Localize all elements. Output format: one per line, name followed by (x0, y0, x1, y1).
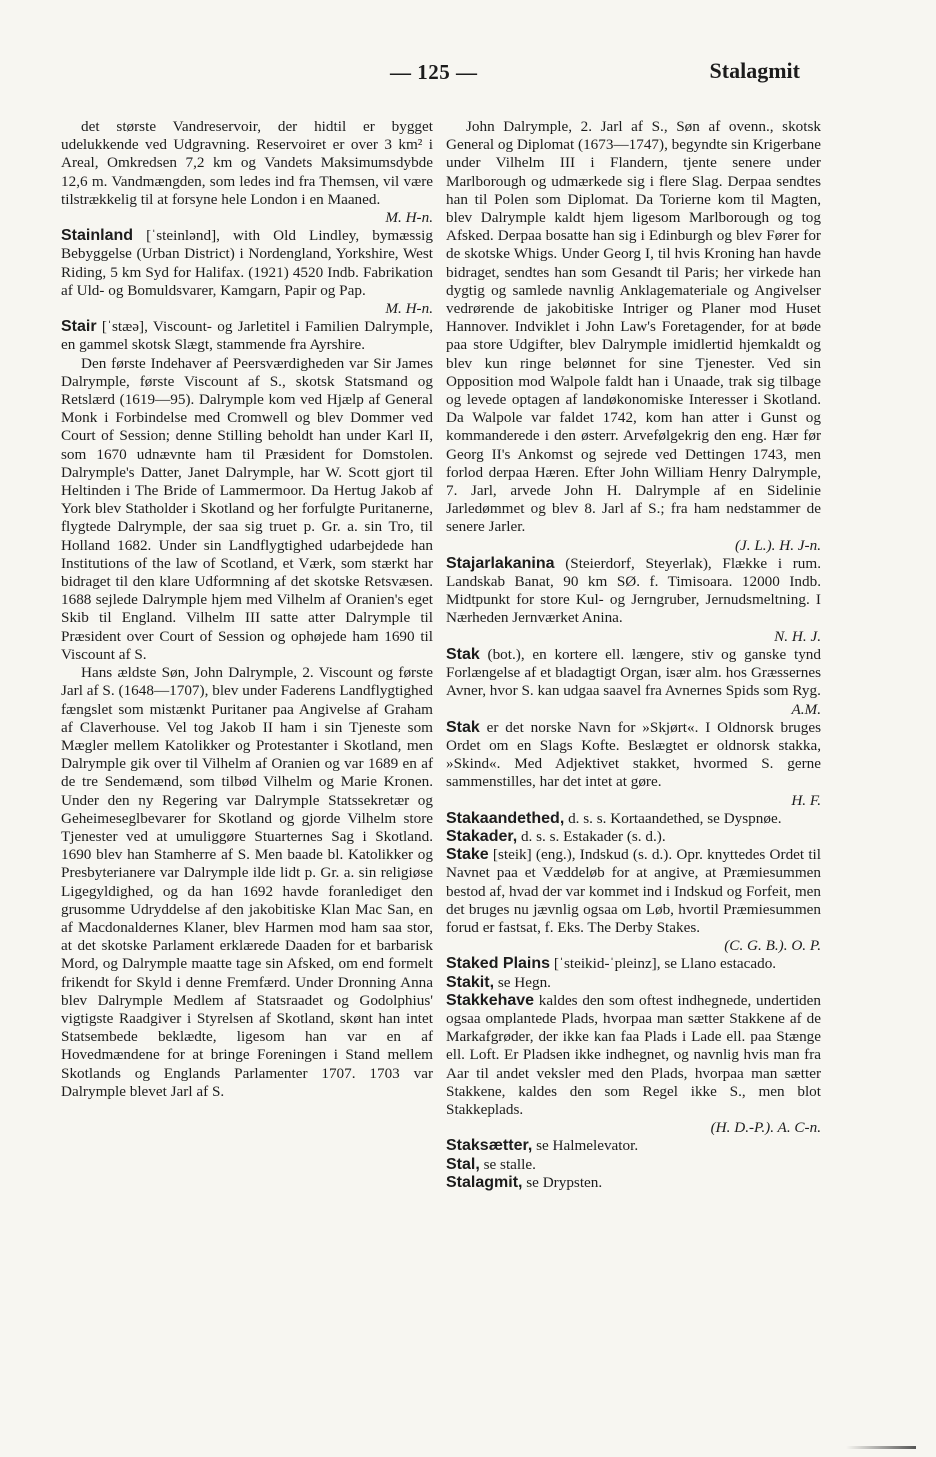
left-column (61, 118, 433, 1101)
entry-paragraph (446, 1174, 821, 1192)
entry-text: (Steierdorf, Steyerlak), Flække i rum. Landskab Banat, 90 km SØ. f. Timisoara. 12000 Indb. Midtpunkt for store Kul- og Jerngruber, Jernudsmeltning. I Nærheden Jernværket Anina. (446, 554, 821, 627)
entry-paragraph (446, 974, 821, 992)
entry-text: er det norske Navn for »Skjørt«. I Oldnorsk bruges Ordet om en Slags Kofte. Beslægtet er oldnorsk stakka, »Skind«. Med Adjektivet stakket, hvormed S. gerne sammenstilles, har det intet at gøre. (446, 718, 821, 791)
scan-artifact (846, 1446, 916, 1449)
entry-headword: Stakader, (446, 827, 518, 845)
entry-text: d. s. s. Kortaandethed, se Dyspnøe. (564, 809, 782, 827)
right-column (446, 118, 821, 1192)
entry-headword: Staksætter, (446, 1137, 533, 1155)
author-signature: M. H-n. (385, 300, 433, 318)
entry-text: Den første Indehaver af Peersværdigheden var Sir James Dalrymple, første Viscount af S., skotsk Statsmand og Retslærd (1619—95). Dalrymple kom ved Hjælp af General Monk i Forbindelse med Cromwell og blev Dommer ved Court of Session; denne Stilling beholdt han under Karl II, som 1670 udnævnte ham til Præsident for Domstolen. Dalrymple's Datter, Janet Dalrymple, har W. Scott gjort til Heltinden i The Bride of Lammermoor. Da Hertug Jakob af York blev Statholder i Skotland og her forfulgte Puritanerne, flygtede Dalrymple, der saa sig truet p. Gr. a. sin Tro, til Holland 1682. Under sin Landflygtighed udarbejdede han Institutions of the law of Scotland, et Værk, som stærkt har bidraget til den klare Udformning af det skotske Retsvæsen. 1688 sejlede Dalrymple hjem med Vilhelm af Oranien's eget Skib til England. Vilhelm III satte atter Dalrymple til Præsident over Court of Session og ophøjede ham 1690 til Viscount af S. (61, 354, 433, 663)
entry-headword: Staked Plains (446, 955, 551, 973)
entry-text: d. s. s. Estakader (s. d.). (517, 827, 666, 845)
author-signature: (J. L.). H. J-n. (734, 536, 821, 554)
entry-headword: Stal, (446, 1155, 480, 1173)
entry-paragraph (61, 118, 433, 227)
entry-text: [ˈsteinlənd], with Old Lindley, bymæssig Bebyggelse (Urban District) i Nordengland, Yorkshire, West Riding, 5 km Syd for Halifax. (1921) 4520 Indb. Fabrikation af Uld- og Bomuldsvarer, Kamgarn, Papir og Pap. (61, 227, 433, 299)
entry-text: John Dalrymple, 2. Jarl af S., Søn af ovenn., skotsk General og Diplomat (1673—1747), begyndte sin Krigerbane under Vilhelm III i Flandern, tjente senere under Marlborough og udmærkede sig i flere Slag. Derpaa sendtes han til Polen som Diplomat. Da Torierne kom til Magten, blev Dalrymple kaldt hjem ligesom Marlborough og tog Afsked. Derpaa bosatte han sig i Edinburgh og blev Fører for de skotske Whigs. Under Georg I, til hvis Kroning han havde bidraget, sendtes han som Gesandt til Paris; her virkede han dygtig og samlede navnlig Anklagemateriale og Angivelser vedrørende de jakobitiske Intriger og Planer mod Huset Hannover. Indviklet i John Law's Foretagender, for at bøde paa store Udgifter, blev Dalrymple imidlertid hjemkaldt og blev kun ringe belønnet for sine Tjenester. Ved sin Opposition mod Walpole faldt han i Unaade, trak sig tilbage og levede optagen af landøkonomiske Interesser i Skotland. Da Walpole var faldet 1742, kom han atter i Gunst og kommanderede i den østerr. Arvefølgekrig den eng. Hær før Georg II's Ankomst og sejrede ved Dettingen 1743, men forlod derpaa Hæren. Efter John William Henry Dalrymple, 7. Jarl, arvede John H. Dalrymple af en Sidelinie Jarledømmet og blev 8. Jarl af S.; fra ham nedstammer de senere Jarler. (446, 118, 821, 536)
entry-headword: Stalagmit, (446, 1173, 523, 1191)
entry-paragraph (61, 318, 433, 354)
entry-paragraph (61, 355, 433, 664)
entry-text: se Hegn. (494, 973, 551, 991)
page-header (80, 60, 800, 100)
author-signature: H. F. (791, 791, 821, 809)
entry-paragraph (446, 828, 821, 846)
author-signature: N. H. J. (774, 627, 821, 645)
entry-paragraph (446, 810, 821, 828)
entry-paragraph (61, 227, 433, 318)
entry-paragraph (446, 1156, 821, 1174)
entry-paragraph (446, 719, 821, 810)
entry-paragraph (446, 1137, 821, 1155)
entry-text: [ˈstæə], Viscount- og Jarletitel i Familien Dalrymple, en gammel skotsk Slægt, stammende fra Ayrshire. (61, 318, 433, 354)
entry-text: (bot.), en kortere ell. længere, stiv og ganske tynd Forlængelse af et bladagtigt Organ, især alm. hos Græssernes Avner, hvor S. kan udgaa saavel fra Avnernes Spids som Ryg. (446, 645, 821, 700)
entry-headword: Stair (61, 318, 97, 336)
author-signature: A.M. (791, 700, 821, 718)
entry-headword: Stake (446, 846, 489, 864)
entry-text: det største Vandreservoir, der hidtil er bygget udelukkende ved Udgravning. Reservoiret er over 3 km² i Areal, Omkredsen 7,2 km og Vandets Maksimumsdybde 12,6 m. Vandmængden, som ledes ind fra Themsen, vil være tilstrækkelig til at forsyne hele London i en Maaned. (61, 118, 433, 208)
entry-paragraph (446, 846, 821, 955)
entry-paragraph (446, 955, 821, 973)
entry-headword: Stainland (61, 227, 134, 245)
entry-paragraph (446, 646, 821, 719)
page-number: — 125 — (390, 60, 478, 84)
entry-headword: Stakit, (446, 973, 495, 991)
entry-text: se Drypsten. (522, 1173, 603, 1191)
entry-paragraph (446, 118, 821, 555)
entry-paragraph (61, 664, 433, 1101)
entry-text: [steik] (eng.), Indskud (s. d.). Opr. knyttedes Ordet til Navnet paa et Væddeløb for at angive, at Præmiesummen bestod af, hvad der var kommet ind i Indskud og Forfeit, men det bruges nu jævnlig ogsaa om Løb, hvortil Præmiesummen forud er fastsat, f. Eks. The Derby Stakes. (446, 846, 821, 936)
entry-text: [ˈsteikid-ˈpleinz], se Llano estacado. (550, 955, 777, 973)
entry-paragraph (446, 555, 821, 646)
entry-headword: Stak (446, 718, 480, 736)
entry-headword: Stakkehave (446, 991, 535, 1009)
entry-text: kaldes den som oftest indhegnede, undertiden ogsaa omplantede Plads, hvorpaa man sætter Stakkene af de Markafgrøder, der ikke kan faa Plads i Lade ell. paa Stænge ell. Loft. Er Pladsen ikke indhegnet, og navnlig hvis man fra Aar til andet veksler med den Plads, hvorpaa man sætter Stakkene, kaldes den som Regel ikke S., men blot Stakkeplads. (446, 991, 821, 1118)
author-signature: (C. G. B.). O. P. (724, 937, 821, 955)
entry-paragraph (446, 992, 821, 1138)
author-signature: M. H-n. (385, 209, 433, 227)
entry-text: Hans ældste Søn, John Dalrymple, 2. Viscount og første Jarl af S. (1648—1707), blev under Faderens Landflygtighed fængslet som mistænkt Puritaner paa Angivelse af Graham af Claverhouse. Vel tog Jakob II ham i sin Tjeneste som Mægler mellem Katolikker og Protestanter i Skotland, men Dalrymple gik over til Vilhelm af Oranien og var 1689 en af de tre Sendemænd, som tilbød Vilhelm og Marie Kronen. Under den ny Regering var Dalrymple Statssekretær og Geheimeseglbevarer for Skotland og gjorde Vilhelm store Tjenester ved at umuliggøre Stuarternes Sag i Skotland. 1690 blev han Stamherre af S. Men baade bl. Katolikker og Presbyterianere var Dalrymple ilde lidt p. Gr. a. sin religiøse Ligegyldighed, og da han 1692 havde foranlediget den grusomme Udryddelse af den jakobitiske Klan Mac San, en af Macdonaldernes Klaner, blev Harmen mod ham saa stor, at det skotske Parlament erklærede Daaden for et barbarisk Mord, og Dalrymple maatte tage sin Afsked, om end formelt frikendt for Skyld i denne Fremfærd. Under Dronning Anna blev Dalrymple Medlem af Statsraadet og Godolphius' vigtigste Raadgiver i Styrelsen af Skotland, skønt han intet Statsembede beklædte, ligesom han var en af Hovedmændene for at bringe Foreningen i Stand mellem Skotlands og Englands Parlamenter 1707. 1703 var Dalrymple blevet Jarl af S. (61, 664, 433, 1100)
entry-text: se Halmelevator. (532, 1137, 639, 1155)
entry-headword: Stak (446, 645, 480, 663)
author-signature: (H. D.-P.). A. C-n. (710, 1119, 821, 1137)
entry-headword: Stajarlakanina (446, 554, 555, 572)
entry-headword: Stakaandethed, (446, 809, 565, 827)
entry-text: se stalle. (479, 1155, 536, 1173)
running-head: Stalagmit (709, 58, 800, 83)
